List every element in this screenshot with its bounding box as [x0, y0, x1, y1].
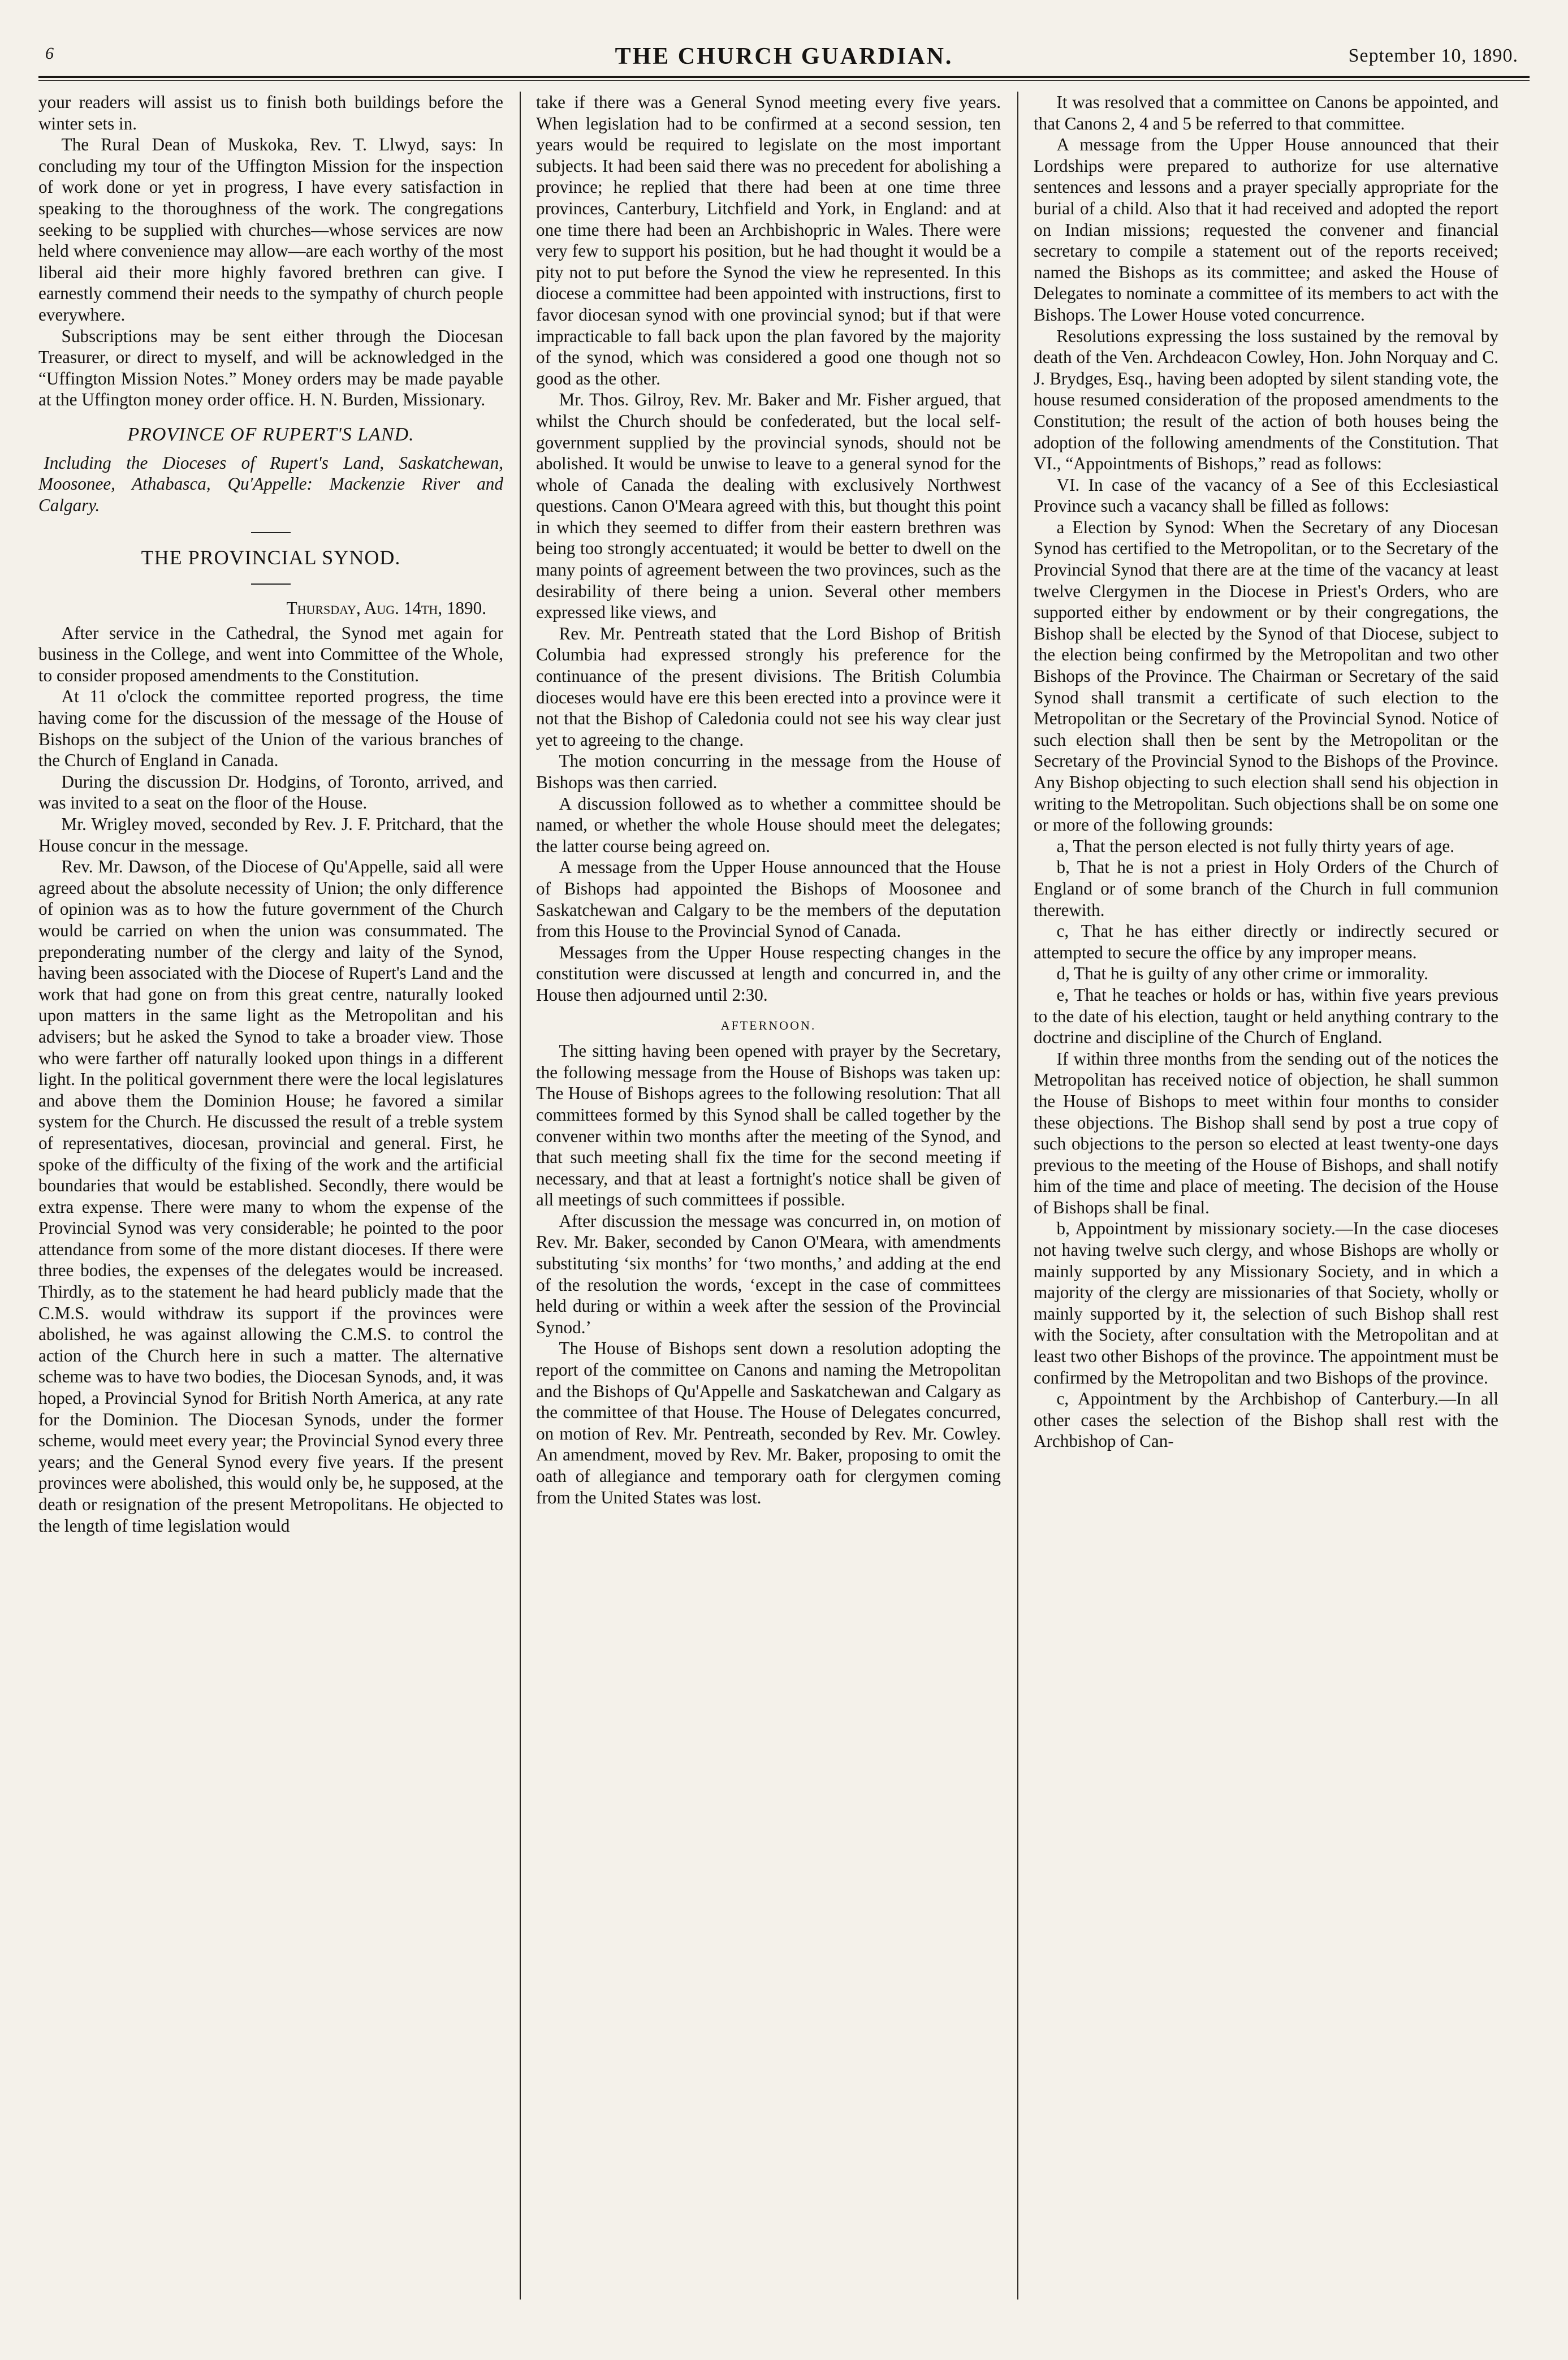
paragraph: Mr. Wrigley moved, seconded by Rev. J. F. Pritchard, that the House concur in the message.: [38, 814, 503, 855]
paragraph: b, Appointment by missionary society.—In the case dioceses not having twelve such clergy, and whose Bishops are wholly or mainly supported by any Missionary Society, and in which a majority of the clergy are missionaries of that Society, wholly or mainly supported by it, the selection of such Bishop shall rest with the Society, after consultation with the Metropolitan and at least two other Bishops of the province. The appointment must be confirmed by the Metropolitan and two Bishops of the province.: [1034, 1218, 1498, 1388]
paragraph: Rev. Mr. Dawson, of the Diocese of Qu'Appelle, said all were agreed about the absolute necessity of Union; the only difference of opinion was as to how the future government of the Church would be carried on when the union was consummated. The preponderating number of the clergy and laity of the Synod, having been associated with the Diocese of Rupert's Land and the work that had gone on from this great centre, naturally looked upon matters in the same light as the Metropolitan and his advisers; but he asked the Synod to take a broader view. Those who were farther off naturally looked upon things in a different light. In the political government there were the local legislatures and above them the Dominion House; he favored a similar system for the Church. He discussed the result of a treble system of representatives, diocesan, provincial and general. First, he spoke of the difficulty of the fixing of the work and the artificial boundaries that would be established. Secondly, there would be extra expense. There were many to whom the expense of the Provincial Synod was very considerable; he pointed to the poor attendance from some of the more distant dioceses. If there were three bodies, the expenses of the delegates would be increased. Thirdly, as to the statement he had heard publicly made that the C.M.S. would withdraw its support if the provinces were abolished, he was against allowing the C.M.S. to control the action of the Church here in such a matter. The alternative scheme was to have two bodies, the Diocesan Synods, and, it was hoped, a Provincial Synod for British North America, at any rate for the Dominion. The Diocesan Synods, under the former scheme, would meet every year; the Provincial Synod every three years; and the General Synod every five years. If the present provinces were abolished, this would only be, he supposed, at the death or resignation of the present Metropolitans. He objected to the length of time legislation would: [38, 857, 503, 1536]
subsection-heading: AFTERNOON.: [720, 1018, 817, 1032]
paragraph: The motion concurring in the message from the House of Bishops was then carried.: [536, 751, 1001, 792]
article-title: THE PROVINCIAL SYNOD.: [141, 546, 401, 569]
paragraph: After discussion the message was concurred in, on motion of Rev. Mr. Baker, seconded by Canon O'Meara, with amendments substituting ‘six months’ for ‘two months,’ and adding at the end of the resolution the words, ‘except in the case of committees held during or within a week after the session of the Provincial Synod.’: [536, 1211, 1001, 1337]
paragraph: During the discussion Dr. Hodgins, of Toronto, arrived, and was invited to a seat on the floor of the House.: [38, 771, 503, 813]
paragraph: VI. In case of the vacancy of a See of this Ecclesiastical Province such a vacancy shall be filled as follows:: [1034, 474, 1498, 516]
paragraph: b, That he is not a priest in Holy Orders of the Church of England or of some branch of the Church in full communion therewith.: [1034, 857, 1498, 920]
paragraph: Rev. Mr. Pentreath stated that the Lord Bishop of British Columbia had expressed strongly his preference for the continuance of the present divisions. The British Columbia dioceses would have ere this been erected into a province were it not that the Bishop of Caledonia could not see his way clear just yet to agreeing to the change.: [536, 623, 1001, 750]
paragraph: Subscriptions may be sent either through the Diocesan Treasurer, or direct to myself, and will be acknowledged in the “Uffington Mission Notes.” Money orders may be made payable at the Uffington money order office. H. N. Burden, Missionary.: [38, 326, 503, 410]
column-1: [38, 92, 503, 2302]
paragraph: The sitting having been opened with prayer by the Secretary, the following message from the House of Bishops was taken up: The House of Bishops agrees to the following resolution: That all committees formed by this Synod shall be called together by the convener within two months after the meeting of the Synod, and that such meeting shall fix the time for the second meeting if necessary, and that at least a fortnight's notice shall be given of all meetings of such committees if possible.: [536, 1041, 1001, 1210]
paragraph: a, That the person elected is not fully thirty years of age.: [1056, 836, 1455, 856]
paragraph: After service in the Cathedral, the Synod met again for business in the College, and went into Committee of the Whole, to consider proposed amendments to the Constitution.: [38, 623, 503, 685]
masthead-rule-thin: [38, 80, 1530, 81]
section-heading: PROVINCE OF RUPERT'S LAND.: [127, 423, 414, 445]
paragraph: your readers will assist us to finish both buildings before the winter sets in.: [38, 92, 503, 133]
masthead: [38, 40, 1530, 74]
paragraph: The House of Bishops sent down a resolution adopting the report of the committee on Canons and naming the Metropolitan and the Bishops of Qu'Appelle and Saskatchewan and Calgary as the committee of that House. The House of Delegates concurred, on motion of Rev. Mr. Pentreath, seconded by Rev. Mr. Cowley. An amendment, moved by Rev. Mr. Baker, proposing to omit the oath of allegiance and temporary oath for clergymen coming from the United States was lost.: [536, 1338, 1001, 1507]
paragraph: a Election by Synod: When the Secretary of any Diocesan Synod has certified to the Metropolitan, or to the Secretary of the Provincial Synod that there are at the time of the vacancy at least twelve Clergymen in the Diocese in Priest's Orders, who are supported either by endowment or by their congregations, the Bishop shall be elected by the Synod of that Diocese, subject to the election being confirmed by the Metropolitan and two other Bishops of the Province. The Chairman or Secretary of the said Synod shall transmit a certificate of such election to the Metropolitan or the Secretary of the Provincial Synod. Notice of such election shall then be sent by the Metropolitan or the Secretary of the Provincial Synod to the Bishops of the Province. Any Bishop objecting to such election shall send his objection in writing to the Metropolitan. Such objections shall be on some one or more of the following grounds:: [1034, 517, 1498, 835]
paragraph: A message from the Upper House announced that the House of Bishops had appointed the Bishops of Moosonee and Saskatchewan and Calgary to be the members of the deputation from this House to the Provincial Synod of Canada.: [536, 857, 1001, 941]
issue-date: September 10, 1890.: [1348, 45, 1518, 66]
paragraph: Messages from the Upper House respecting changes in the constitution were discussed at length and concurred in, and the House then adjourned until 2:30.: [536, 942, 1001, 1005]
newspaper-title: THE CHURCH GUARDIAN.: [615, 44, 953, 70]
paragraph: Resolutions expressing the loss sustained by the removal by death of the Ven. Archdeacon Cowley, Hon. John Norquay and C. J. Brydges, Esq., having been adopted by silent standing vote, the house resumed consideration of the proposed amendments to the Constitution; the result of the action of both houses being the adoption of the following amendments of the Constitution. That VI., “Appointments of Bishops,” read as follows:: [1034, 326, 1498, 474]
column-divider: [520, 92, 521, 2300]
page-number: 6: [45, 44, 54, 63]
separator-dash: [38, 572, 503, 593]
paragraph: It was resolved that a committee on Canons be appointed, and that Canons 2, 4 and 5 be referred to that committee.: [1034, 92, 1498, 133]
paragraph: The Rural Dean of Muskoka, Rev. T. Llwyd, says: In concluding my tour of the Uffington Mission for the inspection of work done or yet in progress, I have every satisfaction in speaking to the thoroughness of the work. The congregations seeking to be supplied with churches—whose services are now held where convenience may allow—are each worthy of the most liberal aid their more highly favored brethren can give. I earnestly commend their needs to the sympathy of church people everywhere.: [38, 135, 503, 325]
paragraph: d, That he is guilty of any other crime or immorality.: [1056, 963, 1428, 984]
paragraph: Mr. Thos. Gilroy, Rev. Mr. Baker and Mr. Fisher argued, that whilst the Church should be confederated, but the local self-government supplied by the provincial synods, should not be abolished. It would be unwise to leave to a general synod for the whole of Canada the dealing with exclusively Northwest questions. Canon O'Meara agreed with this, but thought this point in which they seemed to differ from their eastern brethren was being too strongly accentuated; it would be better to dwell on the many points of agreement between the two provinces, such as the desirability of there being a union. Several other members expressed like views, and: [536, 390, 1001, 623]
masthead-rule: [38, 76, 1530, 78]
paragraph: If within three months from the sending out of the notices the Metropolitan has received notice of objection, he shall summon the House of Bishops to meet within four months to consider these objections. The Bishop shall send by post a true copy of such objections to the person so elected at least twenty-one days previous to the meeting of the House of Bishops, and shall notify him of the time and place of meeting. The decision of the House of Bishops shall be final.: [1034, 1048, 1498, 1217]
paragraph: A message from the Upper House announced that their Lordships were prepared to authorize for use alternative sentences and lessons and a prayer specially appropriate for the burial of a child. Also that it had received and adopted the report on Indian missions; requested the convener and financial secretary to compile a statement out of the reports received; named the Bishops as its committee; and asked the House of Delegates to nominate a committee of its members to act with the Bishops. The Lower House voted concurrence.: [1034, 135, 1498, 325]
paragraph: e, That he teaches or holds or has, within five years previous to the date of his election, taught or held anything contrary to the doctrine and discipline of the Church of England.: [1034, 984, 1498, 1048]
paragraph: At 11 o'clock the committee reported progress, the time having come for the discussion of the message of the House of Bishops on the subject of the Union of the various branches of the Church of England in Canada.: [38, 686, 503, 771]
paragraph: c, That he has either directly or indirectly secured or attempted to secure the office by any improper means.: [1034, 921, 1498, 962]
newspaper-page: [38, 40, 1530, 2307]
separator-dash: [38, 520, 503, 542]
column-divider: [1017, 92, 1018, 2300]
column-3: [1034, 92, 1498, 2302]
dateline: Thursday, Aug. 14th, 1890.: [286, 598, 486, 619]
column-2: [536, 92, 1001, 2302]
section-subheading: Including the Dioceses of Rupert's Land, Saskatchewan, Moosonee, Athabasca, Qu'Appelle: Mackenzie River and Calgary.: [38, 452, 503, 515]
paragraph: A discussion followed as to whether a committee should be named, or whether the whole House should meet the delegates; the latter course being agreed on.: [536, 793, 1001, 856]
paragraph: c, Appointment by the Archbishop of Canterbury.—In all other cases the selection of the Bishop shall rest with the Archbishop of Can-: [1034, 1389, 1498, 1451]
paragraph: take if there was a General Synod meeting every five years. When legislation had to be confirmed at a second session, ten years would be required to legislate on the most important subjects. It had been said there was no precedent for abolishing a province; he replied that there had been at one time three provinces, Canterbury, Litchfield and York, in England: and at one time there had been an Archbishopric in Wales. There were very few to support his position, but he had thought it would be a pity not to put before the Synod the view he represented. In this diocese a committee had been appointed with instructions, first to favor diocesan synod with one provincial synod; but if that were impracticable to fall back upon the plan favored by the majority of the synod, which was considered a good one though not so good as the other.: [536, 92, 1001, 388]
